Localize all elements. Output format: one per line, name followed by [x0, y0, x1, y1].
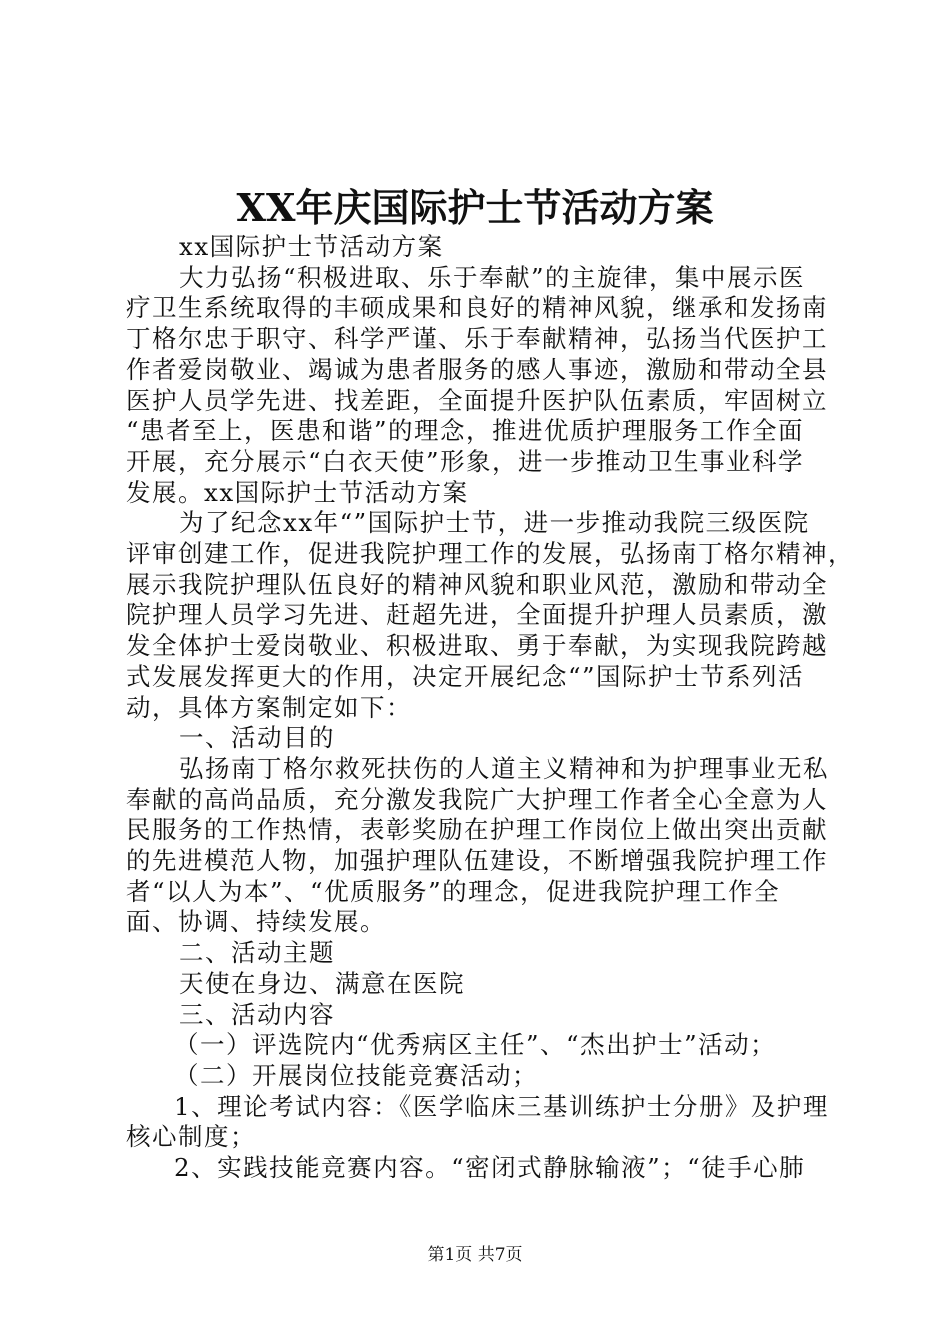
paragraph-line: 者“以人为本”、“优质服务”的理念，促进我院护理工作全: [126, 876, 781, 906]
paragraph-line: 面、协调、持续发展。: [126, 907, 386, 937]
list-item: （二）开展岗位技能竞赛活动；: [174, 1060, 538, 1090]
paragraph-line: 天使在身边、满意在医院: [179, 968, 465, 998]
paragraph-line: 大力弘扬“积极进取、乐于奉献”的主旋律，集中展示医: [179, 262, 806, 292]
list-item: 2、实践技能竞赛内容。“密闭式静脉输液”；“徒手心肺: [174, 1153, 806, 1183]
paragraph-line: 评审创建工作，促进我院护理工作的发展，弘扬南丁格尔精神，: [126, 539, 854, 569]
section-heading: 一、活动目的: [179, 723, 335, 753]
paragraph-line: 弘扬南丁格尔救死扶伤的人道主义精神和为护理事业无私: [179, 753, 829, 783]
paragraph-line: 展示我院护理队伍良好的精神风貌和职业风范，激励和带动全: [126, 569, 828, 599]
paragraph-line: 发全体护士爱岗敬业、积极进取、勇于奉献，为实现我院跨越: [126, 631, 828, 661]
document-title: XX年庆国际护士节活动方案: [236, 185, 714, 230]
section-heading: 三、活动内容: [179, 999, 335, 1029]
document-body: [126, 232, 854, 1184]
paragraph-line: 院护理人员学习先进、赶超先进，全面提升护理人员素质，激: [126, 600, 828, 630]
paragraph-line: 丁格尔忠于职守、科学严谨、乐于奉献精神，弘扬当代医护工: [126, 324, 828, 354]
paragraph-line: “患者至上，医患和谐”的理念，推进优质护理服务工作全面: [126, 416, 805, 446]
paragraph-line: 开展，充分展示“白衣天使”形象，进一步推动卫生事业科学: [126, 446, 805, 476]
paragraph-line: 奉献的高尚品质，充分激发我院广大护理工作者全心全意为人: [126, 784, 828, 814]
paragraph-line: 核心制度；: [126, 1122, 256, 1152]
list-item: （一）评选院内“优秀病区主任”、“杰出护士”活动；: [174, 1030, 777, 1060]
paragraph-line: 动，具体方案制定如下：: [126, 692, 412, 722]
paragraph-line: 医护人员学先进、找差距，全面提升医护队伍素质，牢固树立: [126, 385, 828, 415]
paragraph-line: 为了纪念xx年“”国际护士节，进一步推动我院三级医院: [179, 508, 810, 538]
paragraph-line: 疗卫生系统取得的丰硕成果和良好的精神风貌，继承和发扬南: [126, 293, 828, 323]
page-footer: 第1页 共7页: [427, 1245, 523, 1265]
list-item: 1、理论考试内容：《医学临床三基训练护士分册》及护理: [174, 1091, 829, 1121]
paragraph-line: xx国际护士节活动方案: [179, 232, 444, 261]
paragraph-line: 式发展发挥更大的作用，决定开展纪念“”国际护士节系列活: [126, 661, 805, 691]
paragraph-line: 民服务的工作热情，表彰奖励在护理工作岗位上做出突出贡献: [126, 815, 828, 845]
paragraph-line: 作者爱岗敬业、竭诚为患者服务的感人事迹，激励和带动全县: [126, 354, 828, 384]
paragraph-line: 的先进模范人物，加强护理队伍建设，不断增强我院护理工作: [126, 846, 828, 876]
section-heading: 二、活动主题: [179, 938, 335, 968]
paragraph-line: 发展。xx国际护士节活动方案: [126, 477, 469, 507]
